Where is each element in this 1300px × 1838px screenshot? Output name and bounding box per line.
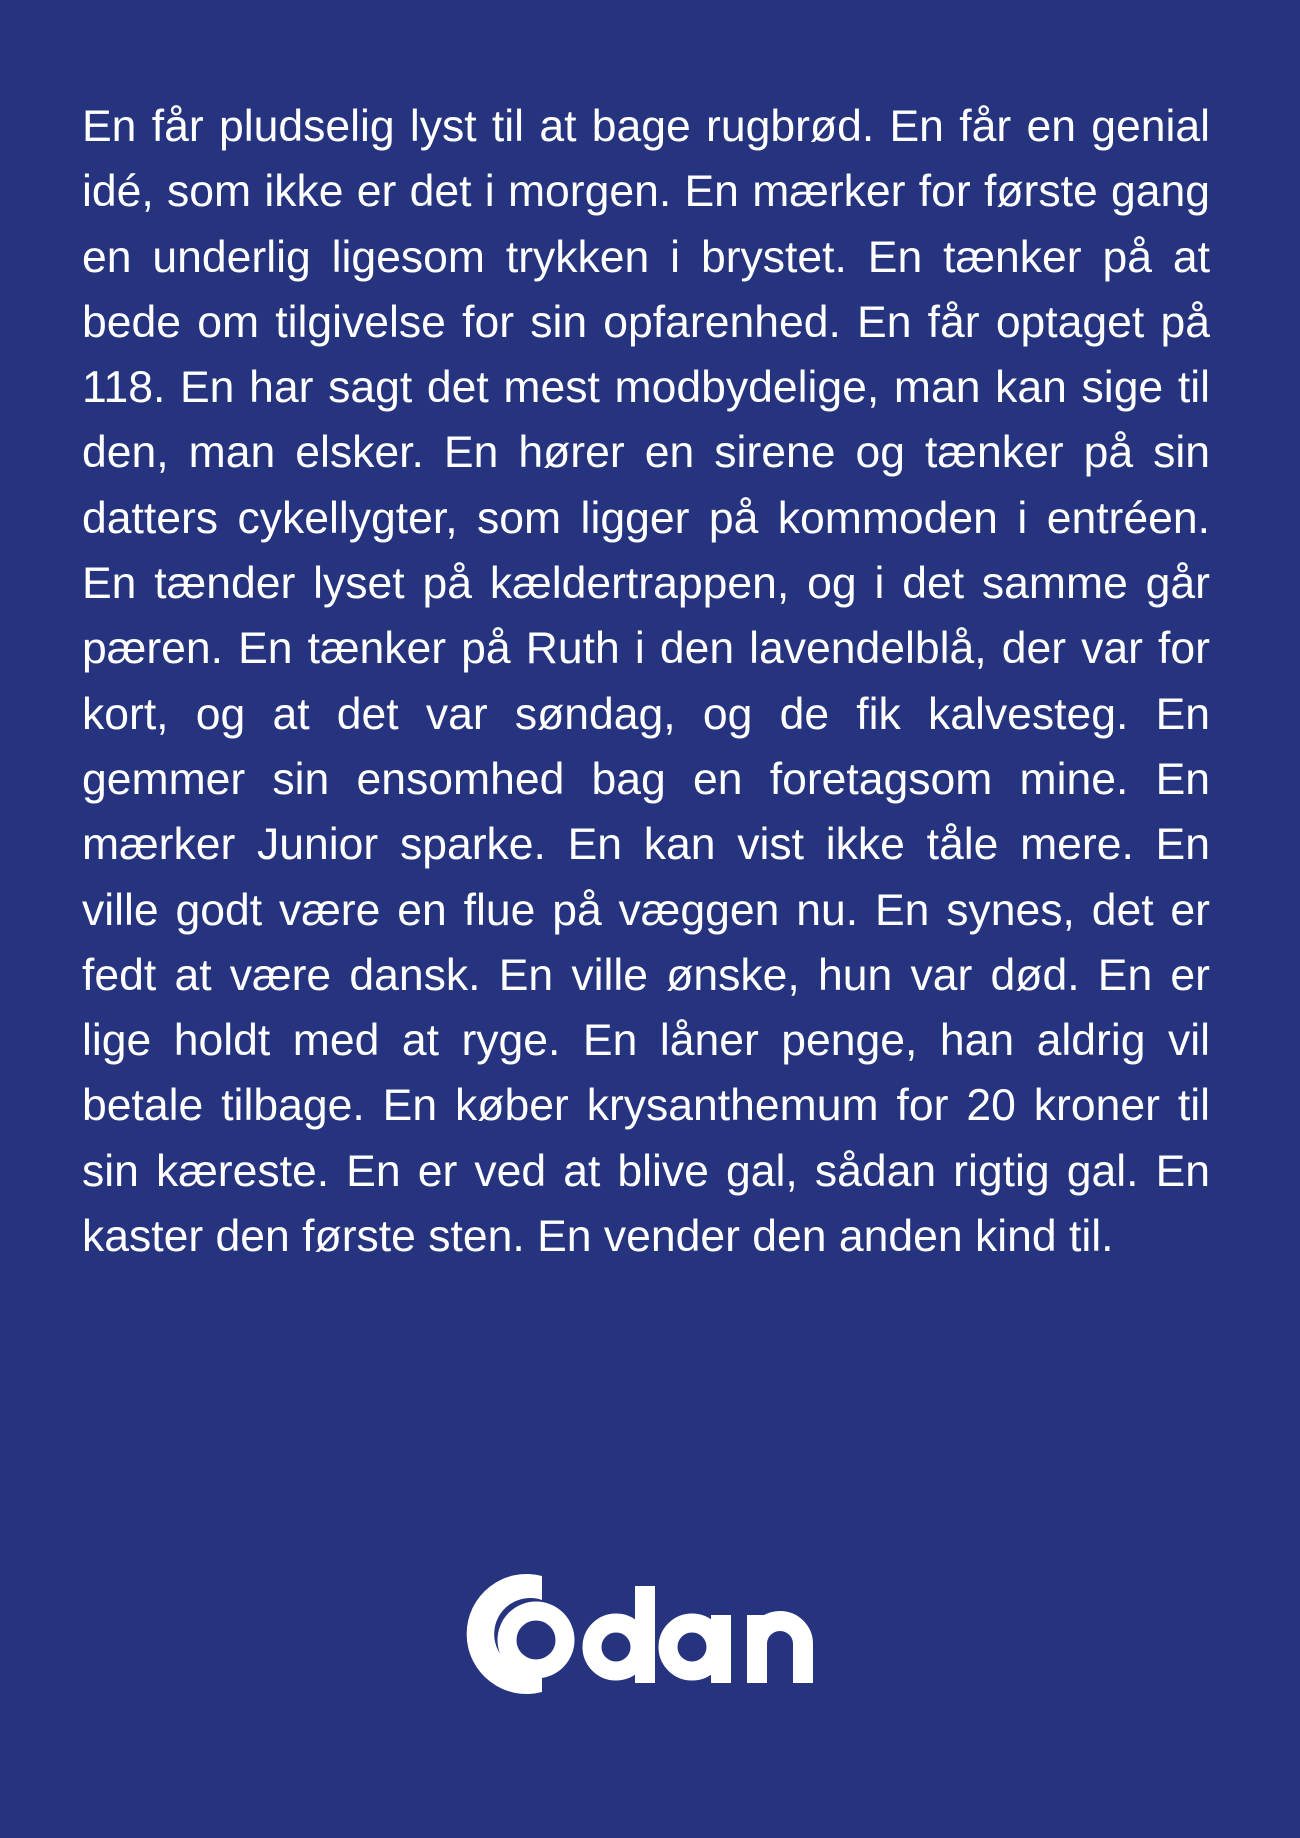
codan-logo (444, 1572, 828, 1696)
body-copy: En får pludselig lyst til at bage rugbrød. En får en genial idé, som ikke er det i morgen. En mærker for første gang en underlig ligesom trykken i brystet. En tænker på at bede om tilgivelse for sin opfarenhed. En får optaget på 118. En har sagt det mest modbydelige, man kan sige til den, man elsker. En hører en sirene og tænker på sin datters cykellygter, som ligger på kommoden i entréen. En tænder lyset på kældertrappen, og i det samme går pæren. En tænker på Ruth i den lavendelblå, der var for kort, og at det var søndag, og de fik kalvesteg. En gemmer sin ensomhed bag en foretagsom mine. En mærker Junior sparke. En kan vist ikke tåle mere. En ville godt være en flue på væggen nu. En synes, det er fedt at være dansk. En ville ønske, hun var død. En er lige holdt med at ryge. En låner penge, han aldrig vil betale tilbage. En køber krysanthemum for 20 kroner til sin kæreste. En er ved at blive gal, sådan rigtig gal. En kaster den første sten. En vender den anden kind til. (82, 102, 1210, 1262)
codan-logo-icon (444, 1572, 828, 1696)
